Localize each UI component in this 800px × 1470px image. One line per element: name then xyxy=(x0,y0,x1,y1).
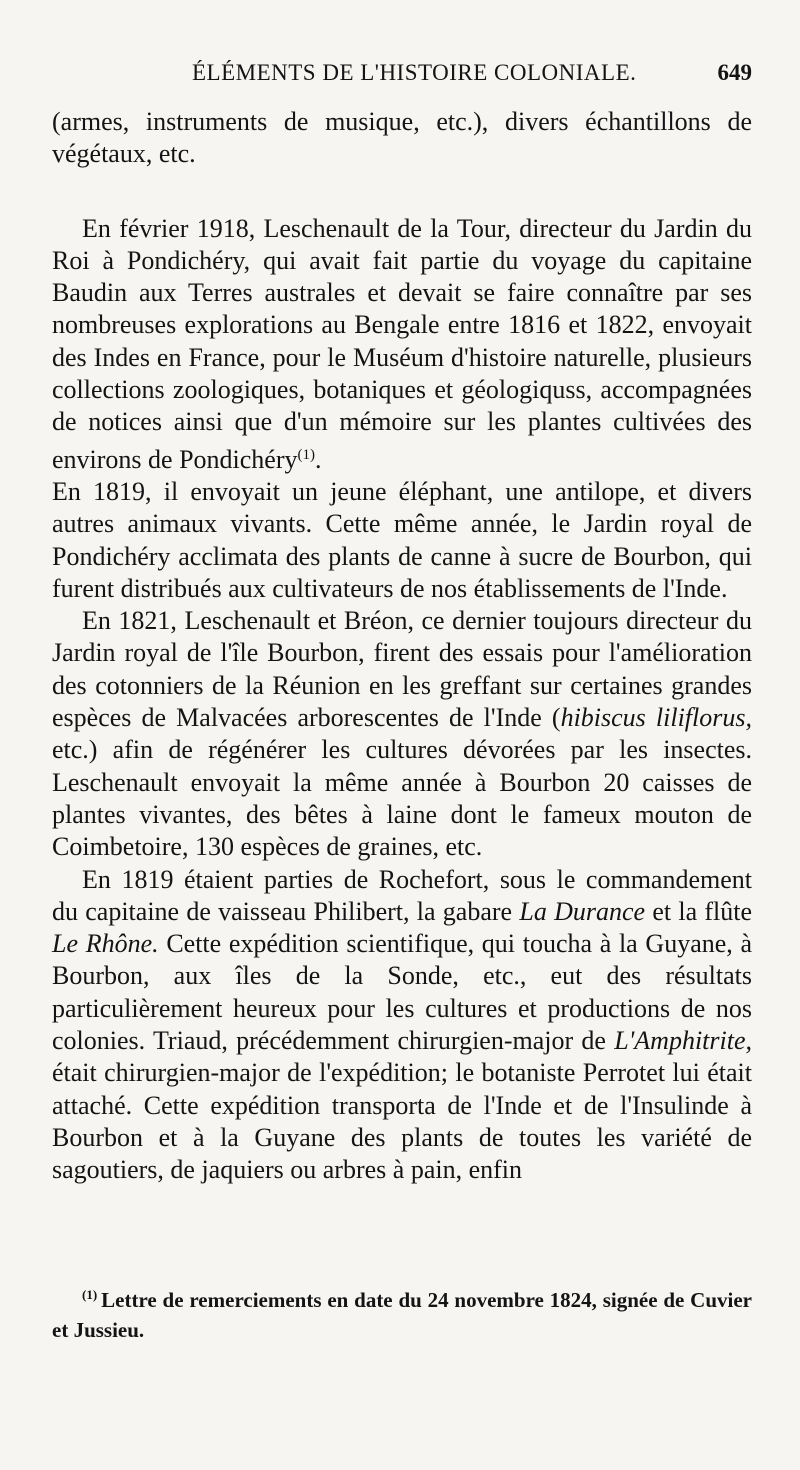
footnotes xyxy=(52,1280,752,1345)
paragraph-4 xyxy=(52,605,752,863)
species-name: hibiscus liliflorus, xyxy=(560,703,752,733)
paragraph-5-text-c: Cette expédition scientifique, qui toucha à la Guyane, à Bourbon, aux îles de la Sonde, etc., eut des résultats particulièrement heureux pour les cultures et productions de nos colonies. Triaud, précédemment chirurgien-major de xyxy=(52,929,753,1056)
page-header xyxy=(52,58,752,98)
paragraph-4-text-b: etc.) afin de régénérer les cultures dévorées par les insectes. Leschenault envoyait la même année à Bourbon 20 caisses de plantes vivantes, des bêtes à laine dont le fameux mouton de Coimbetoire, 130 espèces de graines, etc. xyxy=(52,735,752,862)
footnote-1 xyxy=(52,1280,752,1345)
footnote-text: Lettre de remerciements en date du 24 novembre 1824, signée de Cuvier et Jussieu. xyxy=(52,1288,752,1342)
paragraph-2-text: En février 1918, Leschenault de la Tour, directeur du Jardin du Roi à Pondichéry, qui avait fait partie du voyage du capitaine Baudin aux Terres australes et devait se faire connaître par ses nombreuses explorations au Bengale entre 1816 et 1822, envoyait des Indes en France, pour le Muséum d'histoire naturelle, plusieurs collections zoologiques, botaniques et géologiquss, accompagnées de notices ainsi que d'un mémoire sur les plantes cultivées des environs de Pondichéry xyxy=(52,213,752,474)
ship-name-amphitrite: L'Amphitrite, xyxy=(614,1026,752,1056)
paragraph-2-tail: . xyxy=(315,444,322,474)
paragraph-2 xyxy=(52,213,752,476)
paragraph-3: En 1819, il envoyait un jeune éléphant, une antilope, et divers autres animaux vivants. Cette même année, le Jardin royal de Pondichéry acclimata des plants de canne à sucre de Bourbon, qui furent distribués aux cultivateurs de nos établissements de l'Inde. xyxy=(52,476,752,603)
body-text xyxy=(52,106,752,1187)
page-number: 649 xyxy=(717,60,752,85)
paragraph-5 xyxy=(52,864,752,1187)
paragraph-1: (armes, instruments de musique, etc.), divers échantillons de végétaux, etc. xyxy=(52,107,752,169)
footnote-mark: (1) xyxy=(82,1287,98,1302)
ship-name-durance: La Durance xyxy=(519,896,646,926)
ship-name-rhone: Le Rhône. xyxy=(52,929,159,959)
running-title: ÉLÉMENTS DE L'HISTOIRE COLONIALE. xyxy=(192,60,637,85)
paragraph-5-text-d: était chirurgien-major de l'expédition; le botaniste Perrotet lui était attaché. Cette expédition transporta de l'Inde et de l'Insulinde à Bourbon et à la Guyane des plants de toutes les variété de sagoutiers, de jaquiers ou arbres à pain, enfin xyxy=(52,1058,752,1185)
paragraph-4-text-a: En 1821, Leschenault et Bréon, ce dernier toujours directeur du Jardin royal de l'île Bourbon, firent des essais pour l'amélioration des cotonniers de la Réunion en les greffant sur certaines grandes espèces de Malvacées arborescentes de l'Inde ( xyxy=(52,606,752,733)
paragraph-5-text-a: En 1819 étaient parties de Rochefort, sous le commandement du capitaine de vaisseau Philibert, la gabare xyxy=(52,864,752,926)
paragraph-5-text-b: et la flûte xyxy=(645,896,753,926)
footnote-reference: (1) xyxy=(297,446,316,463)
